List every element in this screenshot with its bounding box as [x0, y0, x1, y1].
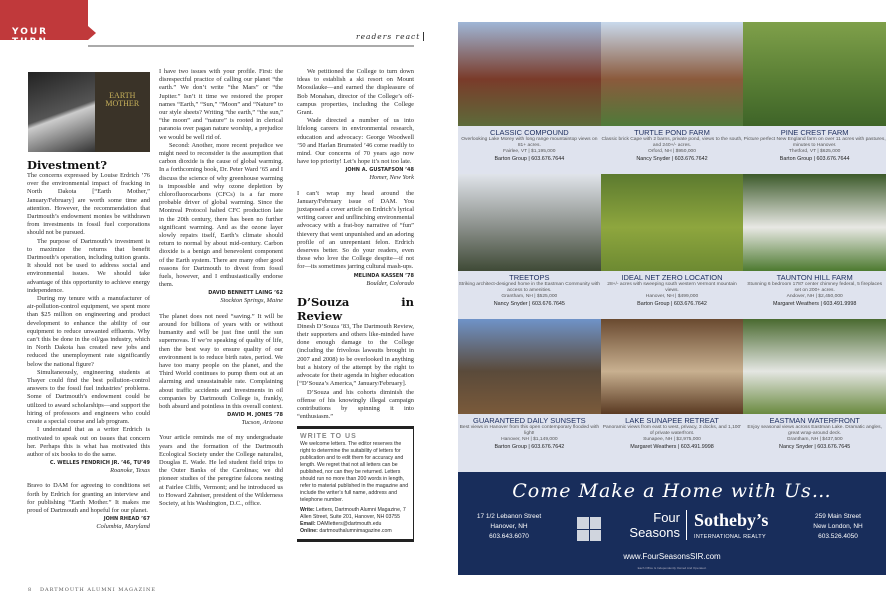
ad-banner — [458, 472, 886, 575]
listing-description: Classic brick Cape with 2 barns, private pond, views to the south, and 240+/- acres. — [601, 137, 743, 149]
letter-paragraph: Second: Another, more recent prejudice we might need to reconsider is the assumption that carbon dioxide is the cause of global warming. In a forthcoming book, Dr. Peter Ward ’65 and I discuss the science of why greenhouse warming is impossible and why ozone depletion by chlorofluorocarbons (CFCs) is a far more probable driver of global warming. Since the Montreal Protocol halted CFC production late in the 20th century, there has been no further significant warming. And as the ozone layer slowly repairs itself, Earth’s climate should return to normal by about mid-century. Carbon dioxide is a benign and benevolent component of the Earth system. There are many other good reasons for Dartmouth to divest from fossil fuels, however, and I enthusiastically endorse them. — [159, 141, 283, 289]
magazine-name: DARTMOUTH ALUMNI MAGAZINE — [39, 587, 157, 593]
listing-caption — [601, 126, 744, 174]
letter-paragraph: We petitioned the College to turn down ideas to establish a ski resort on Mount Moosilauke—and earned the displeasure of Bob Monahan, director of the College’s off-campus properties, including the College Grant. — [297, 68, 414, 117]
contact-line — [300, 528, 410, 535]
spacer — [297, 183, 414, 190]
listing-caption — [601, 414, 744, 462]
listing-location-price: Grantham, NH | $437,500 — [786, 437, 843, 443]
page-footer — [28, 587, 156, 593]
thumbnail-caption: EARTH MOTHER — [95, 72, 150, 152]
letter-location: Stockton Springs, Maine — [220, 297, 283, 305]
left-address — [464, 512, 554, 542]
letter-paragraph: The concerns expressed by Louise Erdrich ’76 over the environmental impact of fracking in North Dakota [“Earth Mother,” January/February] are worth some time and attention. However, the recommendation that Dartmouth’s endowment monies be withdrawn from investments in fossil fuel corporations should not be pursued. — [27, 172, 150, 237]
letter-title: Divestment? — [27, 158, 108, 172]
write-to-us-title: WRITE TO US — [300, 433, 357, 441]
listing[interactable] — [458, 22, 601, 174]
letter-paragraph: D’Souza and his cohorts diminish the offense of his knowingly illegal campaign contributions by spinning it into “enthusiasm.” — [297, 388, 414, 421]
listing[interactable] — [458, 319, 601, 462]
letter-author: JOHN RHEAD ’67 — [103, 516, 150, 523]
listing-title: TREETOPS — [509, 273, 550, 282]
letter-paragraph: The purpose of Dartmouth’s investment is to maximize the returns that benefit Dartmouth’s operation, including tuition grants. It should not be used to address social and environmental issues. We should take advantage of this opportunity to achieve energy independence. — [27, 237, 150, 294]
listing-contact: Barton Group | 603.676.7644 — [494, 155, 565, 162]
listing-contact: Nancy Snyder | 603.676.7645 — [779, 443, 851, 450]
spacer — [27, 475, 150, 482]
listing-description: Overlooking Lake Morey with long range mountaintop views on 81+ acres. — [461, 137, 598, 149]
listing-location-price: Orford, NH | $950,000 — [647, 149, 696, 155]
letter-paragraph: I can’t wrap my head around the January/February issue of DAM. You juxtaposed a cover article on Erdrich’s lyrical writing career and unflinching environmental advocacy with a frat-boy narrative of “fun” thievery that went unpunished and an adoring profile of an unrepentant felon. Erdrich deserves better. So do your readers, even those who love the College despite—if not for—its sometimes jarring cultural mash-ups. — [297, 189, 414, 271]
listing-contact: Nancy Snyder | 603.676.7642 — [636, 155, 708, 162]
page-number: 8 — [28, 587, 33, 593]
contact-label: Write: — [300, 507, 315, 514]
listing-title: TURTLE POND FARM — [634, 128, 710, 137]
spacer — [297, 288, 414, 295]
letter-paragraph: I have two issues with your profile. First: the disrespectful practice of calling our planet “the earth.” We don’t write “the Mars” or “the Jupiter.” Isn’t it time we restored the proper names “Earth,” “Sun,” “Moon” and “Nature” to our style sheets? Writing “the earth,” “the sun,” “the moon” and “nature” is rooted in clerical paranoia over pagan nature worship, a prejudice we would be well rid of. — [159, 68, 283, 141]
listing-description: Striking architect-designed home in the Eastman Community with access to amenities. — [458, 282, 600, 294]
disclaimer: Each Office Is Independently Owned And Operated. — [637, 566, 707, 570]
listing[interactable] — [458, 174, 601, 319]
listing-contact: Barton Group | 603.676.7642 — [494, 443, 565, 450]
letter — [297, 295, 414, 421]
listing-description: Panoramic views from east to west, privacy, 3 docks, and 1,100' of private waterfront. — [602, 425, 742, 437]
listing-caption — [458, 126, 601, 174]
write-to-us-box — [297, 426, 414, 542]
letter-author: DAVID BENNETT LAING ’62 — [208, 290, 283, 297]
listing-photo — [601, 22, 744, 126]
section-tab — [0, 0, 88, 47]
column-1 — [27, 158, 150, 538]
listing[interactable] — [743, 174, 886, 319]
listing-caption — [601, 271, 744, 319]
letter-location: Roanoke, Texas — [110, 467, 150, 475]
address-line: 259 Main Street — [815, 513, 861, 520]
letter — [27, 158, 150, 475]
brand-four-seasons — [606, 510, 680, 540]
spacer — [159, 427, 283, 434]
four-seasons-logo-icon — [577, 517, 601, 541]
listing-description: Picture perfect New England farm on over 11 acres with pastures, minutes to Hanover. — [743, 137, 886, 149]
brand-sothebys — [686, 510, 768, 540]
listing-photo — [458, 174, 601, 271]
brand-word: Four — [653, 510, 680, 525]
address-line: 17 1/2 Lebanon Street — [476, 513, 542, 520]
letter — [159, 313, 283, 428]
contact-line — [300, 507, 410, 521]
listing-contact: Barton Group | 603.676.7644 — [779, 155, 850, 162]
letter-paragraph: Your article reminds me of my undergraduate years and the formation of the Dartmouth Ecological Society under the College naturalist, Douglas E. Wade. He led student field trips to the Outer Banks of the Carolinas; we did pioneer studies of the peregrine falcons nesting at Fairlee Cliffs, Vermont; and he introduced us to Howard Zahniser, president of the Wilderness Society, at his Washington, D.C., office. — [159, 434, 283, 507]
listing[interactable] — [743, 22, 886, 174]
letter — [159, 434, 283, 508]
letter-paragraph: Simultaneously, engineering students at Thayer could find the best pollution-control answers to the fossil fuel industries’ problems. Some of Dartmouth’s endowment could be utilized to award scholarships—and support the hiring of professors and engineers who could create a special course and lab program. — [27, 368, 150, 426]
letter-paragraph: Wade directed a number of us into lifelong careers in environmental research, education and advocacy: George Woodwell ’50 and Harlan Brumsted ’46 come readily to mind. Our concerns of 70 years ago now have top priority! Let’s hope it’s not too late. — [297, 117, 414, 166]
listing[interactable] — [743, 319, 886, 462]
listing-location-price: Hanover, NH | $1,149,000 — [501, 437, 558, 443]
letter-paragraph: I understand that as a writer Erdrich is motivated to speak out on issues that concern her. Perhaps this is what has motivated this author of six books to do the same. — [27, 426, 150, 458]
spacer — [159, 306, 283, 313]
section-label: YOUR TURN — [12, 27, 49, 47]
phone-number: 603.643.6070 — [489, 533, 529, 540]
listing-photo — [743, 22, 886, 126]
listing[interactable] — [601, 319, 744, 462]
listing-title: GUARANTEED DAILY SUNSETS — [472, 416, 586, 425]
listing-photo — [601, 319, 744, 414]
listing-title: LAKE SUNAPEE RETREAT — [625, 416, 719, 425]
letter-location: Homer, New York — [369, 174, 414, 182]
column-2 — [159, 68, 283, 508]
listing-description: Enjoy seasonal views across Eastman Lake. Dramatic angles, great wrap-around deck. — [747, 425, 882, 437]
website-link[interactable]: www.FourSeasonsSIR.com — [623, 552, 721, 561]
letter-paragraph: Bravo to DAM for agreeing to conditions set forth by Erdrich for granting an interview and for publishing “Earth Mother.” It makes me proud of Dartmouth and hopeful for our planet. — [27, 482, 150, 514]
listing-caption — [743, 271, 886, 319]
listing-caption — [458, 414, 601, 462]
listing[interactable] — [601, 174, 744, 319]
contact-label: Email: — [300, 521, 316, 528]
listing-title: EASTMAN WATERFRONT — [769, 416, 860, 425]
listing-caption — [743, 126, 886, 174]
contact-value[interactable]: dartmouthalumnimagazine.com — [317, 528, 392, 535]
write-address — [300, 507, 410, 535]
right-address — [794, 512, 882, 542]
listing-caption — [458, 271, 601, 319]
write-to-us-body: We welcome letters. The editor reserves the right to determine the suitability of letters for publication and to edit them for accuracy and length. We regret that not all letters can be published, nor can they be returned. Letters should run no more than 200 words in length, refer to material published in the magazine and include the writer’s full name, address and telephone number. — [300, 441, 409, 504]
letter-author: C. WELLES FENDRICH JR. ’46, TU’49 — [49, 460, 150, 467]
listing-location-price: Grantham, NH | $525,000 — [501, 294, 558, 300]
listing[interactable] — [601, 22, 744, 174]
address-line: Hanover, NH — [490, 523, 528, 530]
header-rule — [88, 45, 414, 47]
letter-location: Columbia, Maryland — [96, 523, 150, 531]
listing-photo — [458, 22, 601, 126]
listing-photo — [743, 319, 886, 414]
subsection-label: readers react — [356, 32, 424, 41]
listing-photo — [458, 319, 601, 414]
listing-photo — [601, 174, 744, 271]
letter-paragraph: The planet does not need “saving.” It will be around for billions of years with or without humanity and will be just fine until the sun supernovas. If we’re speaking of quality of life, then the best way to ensure quality of our environment is to reduce birth rates, period. We have too many people on the planet, and the Third World continues to pump them out at an alarming and unsustainable rate. Complaining about traffic accidents and investments in oil companies by Dartmouth College is, frankly, both absurd and pointless in this overall context. — [159, 312, 283, 410]
listing-location-price: Andover, NH | $2,450,000 — [786, 294, 843, 300]
column-3 — [297, 68, 414, 542]
brand-name: Sotheby’s — [694, 510, 769, 530]
listing-contact: Margaret Weathers | 603.491.9998 — [772, 300, 857, 307]
brand-tagline: INTERNATIONAL REALTY — [694, 534, 766, 540]
phone-number: 603.526.4050 — [818, 533, 858, 540]
listing-location-price: Thetford, VT | $625,000 — [788, 149, 841, 155]
listing-description: Stunning 6 bedroom 1787 center chimney federal, 5 fireplaces set on 200+ acres. — [747, 282, 883, 294]
letter-author: JOHN A. GUSTAFSON ’48 — [345, 167, 414, 174]
spacer — [27, 531, 150, 538]
listing-title: CLASSIC COMPOUND — [489, 128, 569, 137]
listing-location-price: Fairlee, VT | $1,195,000 — [503, 149, 556, 155]
article-thumbnail — [28, 72, 150, 152]
listing-title: IDEAL NET ZERO LOCATION — [621, 273, 723, 282]
letter-author: MELINDA KASSEN ’78 — [353, 272, 414, 279]
slogan: Come Make a Home with Us… — [512, 480, 832, 502]
letter-location: Tucson, Arizona — [241, 419, 283, 427]
listing-location-price: Sunapee, NH | $2,975,000 — [643, 437, 701, 443]
listing-title: TAUNTON HILL FARM — [776, 273, 853, 282]
brand-word: Seasons — [629, 525, 680, 540]
letter — [297, 190, 414, 288]
letter-location: Boulder, Colorado — [366, 279, 414, 287]
letter — [297, 68, 414, 183]
letter — [27, 482, 150, 531]
listing-photo — [743, 174, 886, 271]
listing-contact: Nancy Snyder | 603.676.7645 — [493, 300, 565, 307]
listing-contact: Barton Group | 603.676.7642 — [637, 300, 707, 307]
letter-paragraph: Dinesh D’Souza ’83, The Dartmouth Review, their supporters and others like-minded have done enough damage to the College (including the frivolous lawsuits brought in 2007 and 2008) to be overlooked in anything but a history of the attempt by the right to advocate for their agenda in higher education [“D’Souza’s America,” January/February]. — [297, 322, 414, 388]
listing-location-price: Hanover, NH | $499,000 — [645, 294, 699, 300]
contact-label: Online: — [300, 528, 318, 535]
contact-value: Letters, Dartmouth Alumni Magazine, 7 Allen Street, Suite 201, Hanover, NH 03755 — [300, 507, 406, 521]
letter-title: D’Souza in Review — [297, 294, 414, 323]
listing-caption — [743, 414, 886, 462]
contact-value[interactable]: DAMletters@dartmouth.edu — [315, 521, 382, 528]
letter-author: DAVID M. JONES ’78 — [227, 412, 283, 419]
letter-paragraph: During my tenure with a manufacturer of air-pollution-control equipment, we spent more than $25 million on engineering and product development to enhance the ability of our equipment to reduce unwanted effluents. Why can’t this be done in the oil/gas industry, which in North Dakota has created new jobs and reduced the unemployment rate significantly below the national figure? — [27, 295, 150, 368]
listing-contact: Margaret Weathers | 603.491.9998 — [630, 443, 714, 450]
listing-title: PINE CREST FARM — [780, 128, 849, 137]
contact-line — [300, 521, 410, 528]
listing-description: Best views in Hanover from this open contemporary flooded with light! — [459, 425, 600, 437]
address-line: New London, NH — [813, 523, 863, 530]
listing-description: 28+/- acres with sweeping south western Vermont mountain views. — [607, 282, 737, 294]
letter — [159, 68, 283, 306]
